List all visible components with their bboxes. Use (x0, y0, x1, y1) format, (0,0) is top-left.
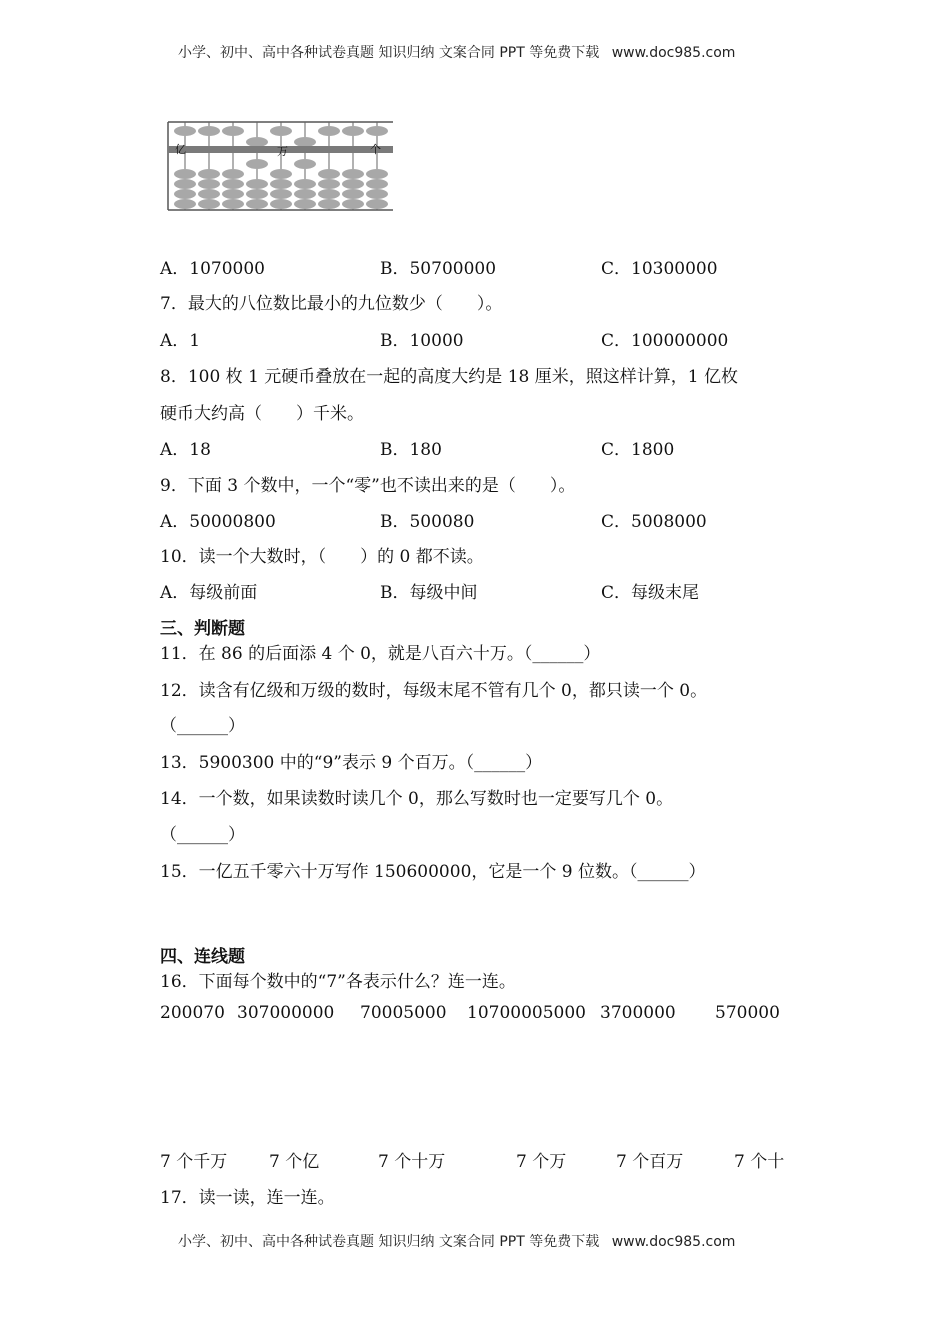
q8-line2: 硬币大约高（ ）千米。 (160, 404, 364, 424)
abacus-bead (318, 189, 340, 199)
abacus-bead (246, 199, 268, 209)
q7-text: 7．最大的八位数比最小的九位数少（ ）。 (160, 294, 503, 314)
abacus-bead (366, 179, 388, 189)
q16-meaning-1: 7 个千万 (160, 1152, 228, 1172)
abacus-bead (294, 179, 316, 189)
q14-line1: 14．一个数，如果读数时读几个 0，那么写数时也一定要写几个 0。 (160, 789, 674, 809)
q16-number-5: 3700000 (600, 1003, 676, 1023)
q8-line1: 8．100 枚 1 元硬币叠放在一起的高度大约是 18 厘米，照这样计算，1 亿枚 (160, 367, 738, 387)
abacus-bead (318, 179, 340, 189)
abacus-label-ge: 个 (370, 143, 381, 156)
abacus-bead (198, 199, 220, 209)
q9-option-a: A．50000800 (160, 512, 276, 532)
abacus-bead (174, 179, 196, 189)
abacus-bead (270, 179, 292, 189)
q10-text: 10．读一个大数时，（ ）的 0 都不读。 (160, 547, 484, 567)
q9-option-b: B．500080 (380, 512, 475, 532)
abacus-figure (165, 118, 395, 213)
abacus-bead (342, 169, 364, 179)
abacus-bead (198, 126, 220, 136)
q12-line1: 12．读含有亿级和万级的数时，每级末尾不管有几个 0，都只读一个 0。 (160, 681, 708, 701)
header-url: www.doc985.com (611, 45, 736, 61)
q9-option-c: C．5008000 (601, 512, 707, 532)
abacus-bead (318, 169, 340, 179)
abacus-bead (318, 199, 340, 209)
abacus-bead (222, 199, 244, 209)
abacus-bead (222, 179, 244, 189)
q16-number-1: 200070 (160, 1003, 225, 1023)
abacus-bead (198, 189, 220, 199)
q11-text: 11．在 86 的后面添 4 个 0，就是八百六十万。（______） (160, 644, 601, 664)
abacus-bead (246, 159, 268, 169)
q17-text: 17．读一读，连一连。 (160, 1188, 335, 1208)
abacus-bead (342, 189, 364, 199)
abacus-bead (342, 126, 364, 136)
q16-text: 16．下面每个数中的“7”各表示什么？连一连。 (160, 972, 516, 992)
abacus-bead (366, 199, 388, 209)
q7-option-b: B．10000 (380, 331, 464, 351)
q10-option-a: A．每级前面 (160, 583, 258, 603)
abacus-bead (222, 169, 244, 179)
q10-option-b: B．每级中间 (380, 583, 478, 603)
q6-option-a: A．1070000 (160, 259, 265, 279)
abacus-bead (294, 189, 316, 199)
q9-text: 9．下面 3 个数中，一个“零”也不读出来的是（ ）。 (160, 476, 576, 496)
abacus-bead (174, 126, 196, 136)
abacus-bead (294, 159, 316, 169)
abacus-bead (366, 169, 388, 179)
abacus-bead (246, 179, 268, 189)
q6-option-b: B．50700000 (380, 259, 497, 279)
footer-url: www.doc985.com (611, 1234, 736, 1250)
q10-option-c: C．每级末尾 (601, 583, 700, 603)
page-footer (178, 1231, 735, 1251)
abacus-bead (222, 126, 244, 136)
section3-title: 三、判断题 (160, 619, 245, 639)
q16-number-4: 10700005000 (467, 1003, 586, 1023)
abacus-bead (294, 199, 316, 209)
abacus-bead (222, 189, 244, 199)
abacus-bead (294, 137, 316, 147)
q15-text: 15．一亿五千零六十万写作 150600000，它是一个 9 位数。（______） (160, 862, 706, 882)
footer-text: 小学、初中、高中各种试卷真题 知识归纳 文案合同 PPT 等免费下载 (178, 1234, 600, 1250)
abacus-bead (342, 199, 364, 209)
header-text: 小学、初中、高中各种试卷真题 知识归纳 文案合同 PPT 等免费下载 (178, 45, 600, 61)
q16-meaning-3: 7 个十万 (378, 1152, 446, 1172)
abacus-bead (366, 126, 388, 136)
q16-meaning-5: 7 个百万 (616, 1152, 684, 1172)
q12-line2: （______） (160, 716, 245, 736)
q13-text: 13．5900300 中的“9”表示 9 个百万。（______） (160, 753, 543, 773)
q8-option-b: B．180 (380, 440, 442, 460)
q7-option-a: A．1 (160, 331, 201, 351)
q16-number-6: 570000 (715, 1003, 780, 1023)
q16-meaning-6: 7 个十 (734, 1152, 785, 1172)
abacus-bead (270, 199, 292, 209)
q16-number-3: 70005000 (360, 1003, 447, 1023)
abacus-bead (366, 189, 388, 199)
q7-option-c: C．100000000 (601, 331, 729, 351)
q14-line2: （______） (160, 825, 245, 845)
abacus-bead (270, 189, 292, 199)
abacus-bead (342, 179, 364, 189)
q16-meaning-2: 7 个亿 (269, 1152, 320, 1172)
q8-option-a: A．18 (160, 440, 211, 460)
abacus-bead (174, 169, 196, 179)
q16-number-2: 307000000 (237, 1003, 335, 1023)
abacus-bead (246, 137, 268, 147)
abacus-label-yi: 亿 (175, 143, 186, 156)
page-header (178, 42, 735, 62)
abacus-bead (174, 189, 196, 199)
q8-option-c: C．1800 (601, 440, 675, 460)
abacus-bead (198, 169, 220, 179)
section4-title: 四、连线题 (160, 947, 245, 967)
abacus-label-wan: 万 (277, 145, 288, 158)
abacus-bead (246, 189, 268, 199)
abacus-bead (174, 199, 196, 209)
q16-meaning-4: 7 个万 (516, 1152, 567, 1172)
q6-option-c: C．10300000 (601, 259, 718, 279)
abacus-bead (270, 126, 292, 136)
abacus-bead (198, 179, 220, 189)
abacus-bead (318, 126, 340, 136)
abacus-bead (270, 169, 292, 179)
